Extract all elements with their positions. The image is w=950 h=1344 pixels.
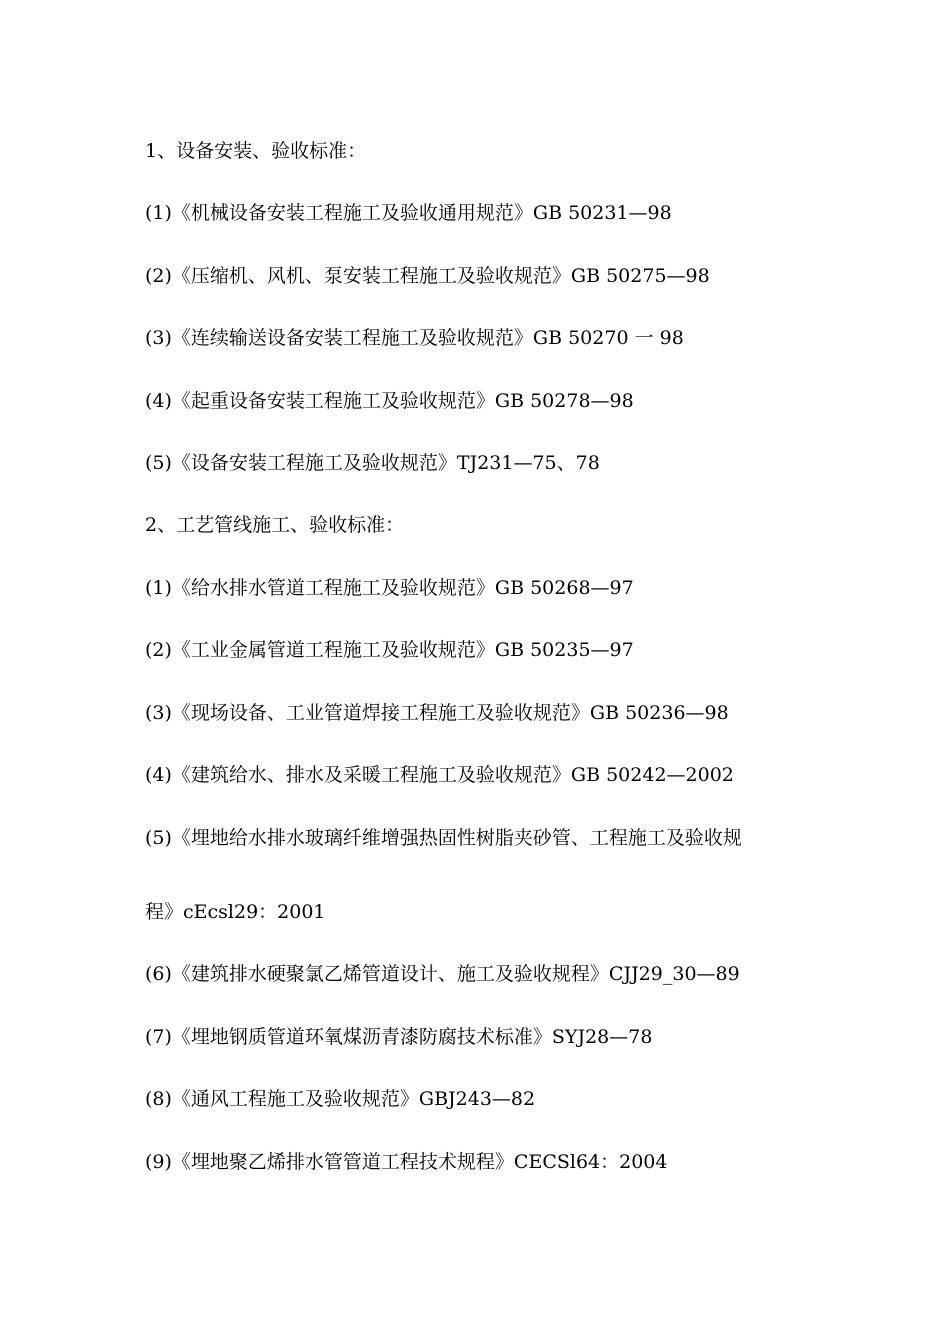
standard-item: (1)《机械设备安装工程施工及验收通用规范》GB 50231—98 bbox=[145, 202, 672, 224]
section-heading-equipment: 1、设备安装、验收标准： bbox=[145, 140, 367, 162]
standard-item: (6)《建筑排水硬聚氯乙烯管道设计、施工及验收规程》CJJ29_30—89 bbox=[145, 963, 740, 985]
standard-item: (2)《压缩机、风机、泵安装工程施工及验收规范》GB 50275—98 bbox=[145, 265, 710, 287]
standard-item: (8)《通风工程施工及验收规范》GBJ243—82 bbox=[145, 1088, 536, 1110]
standard-item: (4)《起重设备安装工程施工及验收规范》GB 50278—98 bbox=[145, 390, 634, 412]
standard-item: (5)《设备安装工程施工及验收规范》TJ231—75、78 bbox=[145, 452, 600, 474]
standard-item: (9)《埋地聚乙烯排水管管道工程技术规程》CECSl64：2004 bbox=[145, 1151, 668, 1173]
standard-item: (3)《连续输送设备安装工程施工及验收规范》GB 50270 一 98 bbox=[145, 327, 684, 349]
standard-item: (1)《给水排水管道工程施工及验收规范》GB 50268—97 bbox=[145, 577, 634, 599]
standard-item: (4)《建筑给水、排水及采暖工程施工及验收规范》GB 50242—2002 bbox=[145, 764, 734, 786]
standard-item: (7)《埋地钢质管道环氧煤沥青漆防腐技术标准》SYJ28—78 bbox=[145, 1026, 653, 1048]
standard-item: (5)《埋地给水排水玻璃纤维增强热固性树脂夹砂管、工程施工及验收规 bbox=[145, 827, 742, 849]
standard-item-continuation: 程》cEcsl29：2001 bbox=[145, 901, 326, 923]
standard-item: (2)《工业金属管道工程施工及验收规范》GB 50235—97 bbox=[145, 639, 634, 661]
standard-item: (3)《现场设备、工业管道焊接工程施工及验收规范》GB 50236—98 bbox=[145, 702, 729, 724]
section-heading-pipeline: 2、工艺管线施工、验收标准： bbox=[145, 514, 405, 536]
